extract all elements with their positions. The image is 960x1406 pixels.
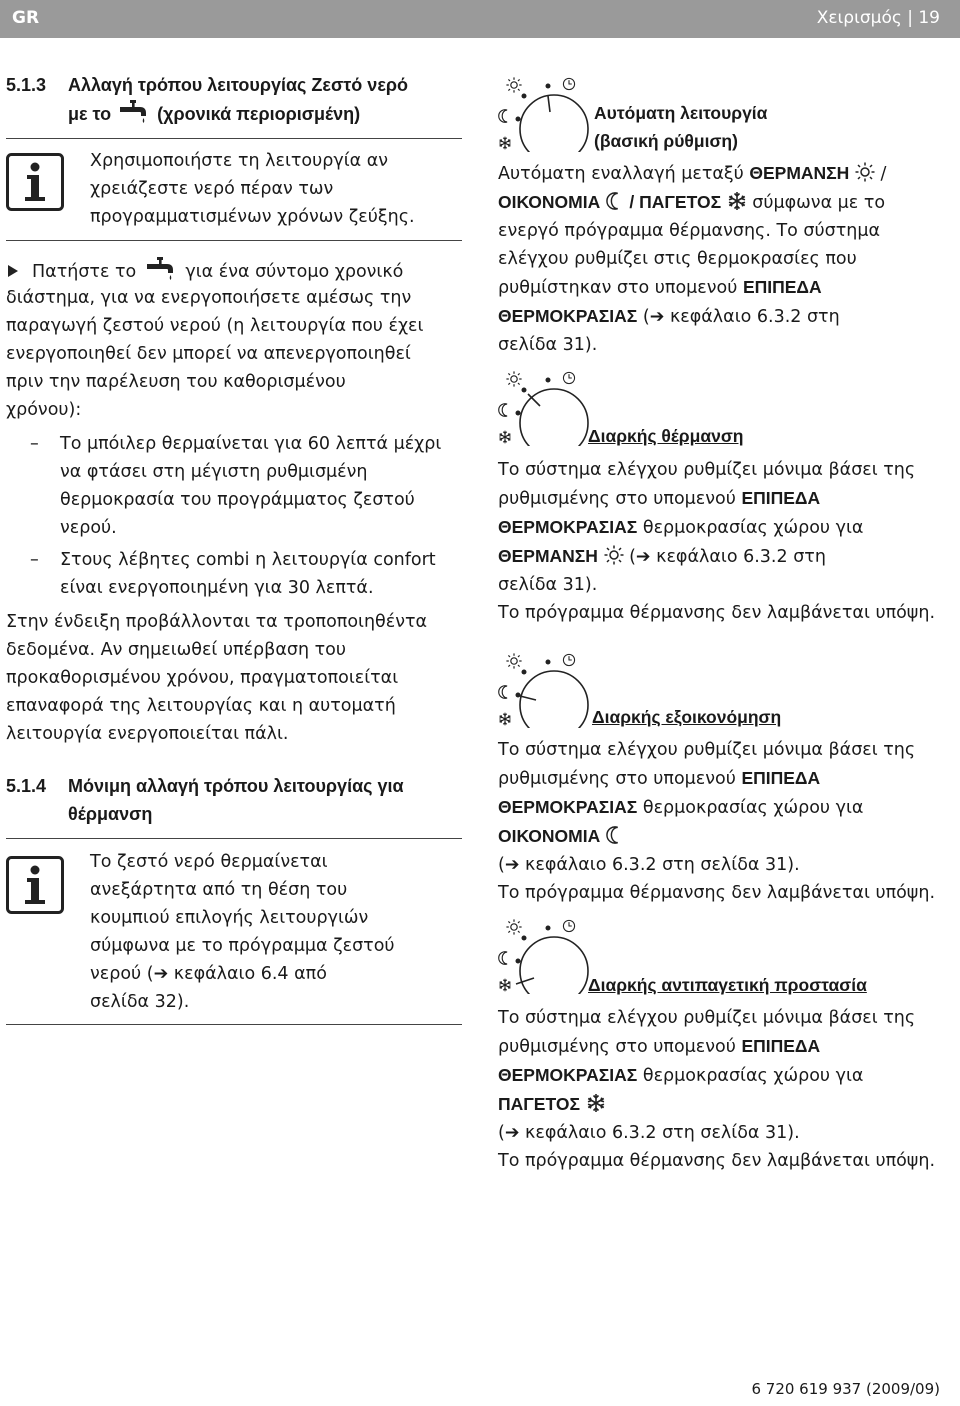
title-line: Αυτόματη λειτουργία (594, 103, 768, 123)
desc-line (498, 1090, 958, 1119)
bullet-dash: – (30, 434, 39, 454)
frost-label: ΠΑΓΕΤΟΣ (498, 1094, 580, 1114)
economy-mode-title: Διαρκής εξοικονόμηση (592, 707, 782, 727)
desc-line: (➔ κεφάλαιο 6.3.2 στη σελίδα 31). (498, 1123, 800, 1143)
desc-line (498, 764, 958, 793)
text: ρυθμίστηκαν στο υπομενού (498, 278, 738, 298)
info-line: ανεξάρτητα από τη θέση του (90, 880, 348, 900)
bullet-line: Το μπόιλερ θερμαίνεται για 60 λεπτά μέχρι (60, 434, 442, 454)
text: ρυθμισμένης στο υπομενού (498, 769, 736, 789)
desc-line (498, 793, 958, 822)
bullet-2 (60, 546, 436, 602)
auto-mode-title (594, 99, 767, 155)
title-line: Μόνιμη αλλαγή τρόπου λειτουργίας για (68, 776, 404, 796)
divider (6, 138, 462, 139)
closing-line: επαναφορά της λειτουργίας και η αυτοματή (6, 696, 396, 716)
section-5-1-4-number: 5.1.4 (6, 776, 47, 796)
desc-line: Το πρόγραμμα θέρμανσης δεν λαμβάνεται υπόψη. (498, 883, 936, 903)
info-line: νερού (➔ κεφάλαιο 6.4 από (90, 964, 327, 984)
info-line: Το ζεστό νερό θερμαίνεται (90, 852, 328, 872)
step-line: διάστημα, για να ενεργοποιήσετε αμέσως την (6, 288, 412, 308)
text: ρυθμισμένης στο υπομενού (498, 489, 736, 509)
section-5-1-3-title: Αλλαγή τρόπου λειτουργίας Ζεστό νερό (68, 75, 408, 95)
info-note (90, 147, 415, 231)
desc-line: Το πρόγραμμα θέρμανσης δεν λαμβάνεται υπόψη. (498, 1151, 936, 1171)
moon-icon (606, 824, 624, 846)
closing-paragraph (6, 608, 427, 748)
text: σύμφωνα με το (752, 193, 886, 213)
mode-dial-automatic-icon (496, 74, 606, 152)
info-note (90, 848, 395, 1016)
frost-mode-title: Διαρκής αντιπαγετική προστασία (588, 975, 867, 995)
divider (6, 240, 462, 241)
info-line: προγραμματισμένων χρόνων ζεύξης. (90, 207, 415, 227)
title-part: με το (68, 104, 112, 124)
sun-icon (604, 545, 624, 565)
heating-label: ΘΕΡΜΑΝΣΗ (749, 163, 850, 183)
step-line: πριν την παρέλευση του καθορισμένου (6, 372, 346, 392)
bullet-dash: – (30, 550, 39, 570)
level-label: ΕΠΙΠΕΔΑ (741, 1036, 821, 1056)
frost-mode-description (498, 1004, 958, 1175)
section-5-1-4-title (68, 772, 404, 828)
temperature-label: ΘΕΡΜΟΚΡΑΣΙΑΣ (498, 1065, 638, 1085)
desc-line: σελίδα 31). (498, 575, 598, 595)
desc-line (498, 513, 958, 542)
text: Αυτόματη εναλλαγή μεταξύ (498, 164, 744, 184)
desc-line (498, 159, 958, 188)
desc-line (498, 1032, 958, 1061)
desc-line (498, 273, 958, 302)
hot-water-tap-icon (119, 99, 149, 125)
info-line: Χρησιμοποιήστε τη λειτουργία αν (90, 151, 389, 171)
page-title: Χειρισμός | 19 (816, 8, 940, 28)
frost-label: / ΠΑΓΕΤΟΣ (629, 192, 722, 212)
desc-line (498, 188, 958, 217)
info-icon (6, 153, 64, 211)
bullet-line: Στους λέβητες combi η λειτουργία confort (60, 550, 436, 570)
auto-mode-description (498, 159, 958, 359)
desc-line (498, 302, 958, 331)
step-text: για ένα σύντομο χρονικό (185, 262, 404, 282)
economy-label: ΟΙΚΟΝΟΜΙΑ (498, 192, 601, 212)
closing-line: προκαθορισμένου χρόνου, πραγματοποιείται (6, 668, 399, 688)
closing-line: λειτουργία ενεργοποιείται πάλι. (6, 724, 289, 744)
text: / (880, 164, 887, 184)
title-line: (βασική ρύθμιση) (594, 131, 738, 151)
info-line: σύμφωνα με το πρόγραμμα ζεστού (90, 936, 395, 956)
level-label: ΕΠΙΠΕΔΑ (741, 768, 821, 788)
desc-line (498, 542, 958, 571)
heating-mode-title: Διαρκής θέρμανση (588, 426, 744, 446)
info-line: σελίδα 32). (90, 992, 190, 1012)
step-line: παραγωγή ζεστού νερού (η λειτουργία που έχει (6, 316, 424, 336)
section-5-1-3-title-line2 (68, 99, 360, 128)
bullet-line: νερού. (60, 518, 117, 538)
level-label: ΕΠΙΠΕΔΑ (741, 488, 821, 508)
text: θερμοκρασίας χώρου για (642, 798, 864, 818)
desc-line (498, 1061, 958, 1090)
desc-line: Το σύστημα ελέγχου ρυθμίζει μόνιμα βάσει της (498, 740, 916, 760)
level-label: ΕΠΙΠΕΔΑ (742, 277, 822, 297)
sun-icon (855, 162, 875, 182)
step-line: χρόνου): (6, 400, 82, 420)
snowflake-icon (586, 1093, 606, 1113)
divider (6, 1024, 462, 1025)
info-line: χρειάζεστε νερό πέραν των (90, 179, 334, 199)
title-line: θέρμανση (68, 804, 153, 824)
divider (6, 838, 462, 839)
economy-mode-description (498, 736, 958, 907)
desc-line: ελέγχου ρυθμίζει στις θερμοκρασίες που (498, 249, 857, 269)
desc-line: Το σύστημα ελέγχου ρυθμίζει μόνιμα βάσει της (498, 460, 916, 480)
heating-label: ΘΕΡΜΑΝΣΗ (498, 546, 598, 566)
step-body (6, 284, 466, 424)
mode-dial-economy-icon (496, 650, 606, 728)
language-code: GR (12, 8, 40, 28)
document-number: 6 720 619 937 (2009/09) (751, 1380, 940, 1398)
desc-line: (➔ κεφάλαιο 6.3.2 στη σελίδα 31). (498, 855, 800, 875)
desc-line: Το πρόγραμμα θέρμανσης δεν λαμβάνεται υπόψη. (498, 603, 936, 623)
info-line: κουμπιού επιλογής λειτουργιών (90, 908, 369, 928)
desc-line (498, 822, 958, 851)
step-arrow-icon (8, 265, 18, 277)
section-5-1-3-number: 5.1.3 (6, 75, 47, 95)
desc-line (498, 484, 958, 513)
snowflake-icon (727, 191, 747, 211)
temperature-label: ΘΕΡΜΟΚΡΑΣΙΑΣ (498, 306, 638, 326)
moon-icon (606, 190, 624, 212)
text: ρυθμισμένης στο υπομενού (498, 1037, 736, 1057)
bullet-1 (60, 430, 441, 542)
desc-line: Το σύστημα ελέγχου ρυθμίζει μόνιμα βάσει της (498, 1008, 916, 1028)
step-line: ενεργοποιηθεί δεν μπορεί να απενεργοποιηθεί (6, 344, 411, 364)
hot-water-tap-icon (146, 256, 176, 282)
bullet-line: θερμοκρασία του προγράμματος ζεστού (60, 490, 415, 510)
step-text: Πατήστε το (32, 262, 137, 282)
reference: (➔ κεφάλαιο 6.3.2 στη (642, 307, 840, 327)
desc-line: σελίδα 31). (498, 335, 598, 355)
title-part: (χρονικά περιορισμένη) (157, 104, 361, 124)
closing-line: δεδομένα. Αν σημειωθεί υπέρβαση του (6, 640, 346, 660)
text: θερμοκρασίας χώρου για (642, 1066, 864, 1086)
closing-line: Στην ένδειξη προβάλλονται τα τροποποιηθέντα (6, 612, 428, 632)
page-header (0, 0, 960, 38)
bullet-line: να φτάσει στη μέγιστη ρυθμισμένη (60, 462, 368, 482)
desc-line: ενεργό πρόγραμμα θέρμανσης. Το σύστημα (498, 221, 881, 241)
bullet-line: είναι ενεργοποιημένη για 30 λεπτά. (60, 578, 374, 598)
text: θερμοκρασίας χώρου για (642, 518, 864, 538)
reference: (➔ κεφάλαιο 6.3.2 στη (629, 547, 826, 567)
temperature-label: ΘΕΡΜΟΚΡΑΣΙΑΣ (498, 517, 638, 537)
temperature-label: ΘΕΡΜΟΚΡΑΣΙΑΣ (498, 797, 638, 817)
info-icon (6, 856, 64, 914)
economy-label: ΟΙΚΟΝΟΜΙΑ (498, 826, 601, 846)
step-first-line (32, 256, 403, 286)
heating-mode-description (498, 456, 958, 627)
